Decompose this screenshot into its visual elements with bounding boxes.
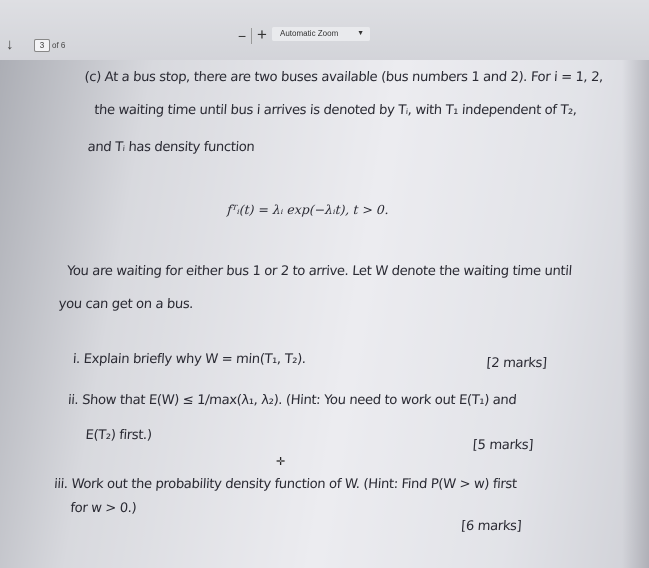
density-formula: fᵀᵢ(t) = λᵢ exp(−λᵢt), t > 0. xyxy=(226,202,390,217)
page-number-input[interactable]: 3 xyxy=(34,39,50,52)
toolbar-divider xyxy=(251,28,252,44)
part-i-marks: [2 marks] xyxy=(486,356,548,371)
arrow-down-icon[interactable]: ↓ xyxy=(6,36,14,53)
part-iii-line-2: for w > 0.) xyxy=(69,501,137,516)
zoom-select[interactable] xyxy=(272,27,370,41)
part-ii-line-2: E(T₂) first.) xyxy=(84,428,153,443)
intro-line-1: (c) At a bus stop, there are two buses available (bus numbers 1 and 2). For i = 1, 2, xyxy=(84,70,604,85)
page-total-label: of 6 xyxy=(52,41,66,50)
paragraph-2-line-2: you can get on a bus. xyxy=(58,297,194,312)
chevron-down-icon: ▼ xyxy=(357,30,364,37)
part-ii-marks: [5 marks] xyxy=(472,438,534,453)
mouse-cursor-icon: ✛ xyxy=(276,456,286,468)
intro-line-2: the waiting time until bus i arrives is denoted by Tᵢ, with T₁ independent of T₂, xyxy=(93,103,578,118)
page-edge-shadow xyxy=(622,60,649,568)
pdf-toolbar xyxy=(0,0,649,60)
part-i-text: i. Explain briefly why W = min(T₁, T₂). xyxy=(72,352,307,367)
part-iii-marks: [6 marks] xyxy=(460,519,522,534)
intro-line-3: and Tᵢ has density function xyxy=(87,140,255,155)
paragraph-2-line-1: You are waiting for either bus 1 or 2 to arrive. Let W denote the waiting time until xyxy=(66,264,573,279)
zoom-in-button[interactable]: + xyxy=(257,25,267,44)
part-iii-line-1: iii. Work out the probability density function of W. (Hint: Find P(W > w) first xyxy=(53,477,518,492)
part-ii-line-1: ii. Show that E(W) ≤ 1/max(λ₁, λ₂). (Hint: You need to work out E(T₁) and xyxy=(67,393,517,408)
document-page xyxy=(0,60,649,568)
zoom-select-value: Automatic Zoom xyxy=(280,29,339,38)
zoom-out-button[interactable]: − xyxy=(238,28,247,44)
